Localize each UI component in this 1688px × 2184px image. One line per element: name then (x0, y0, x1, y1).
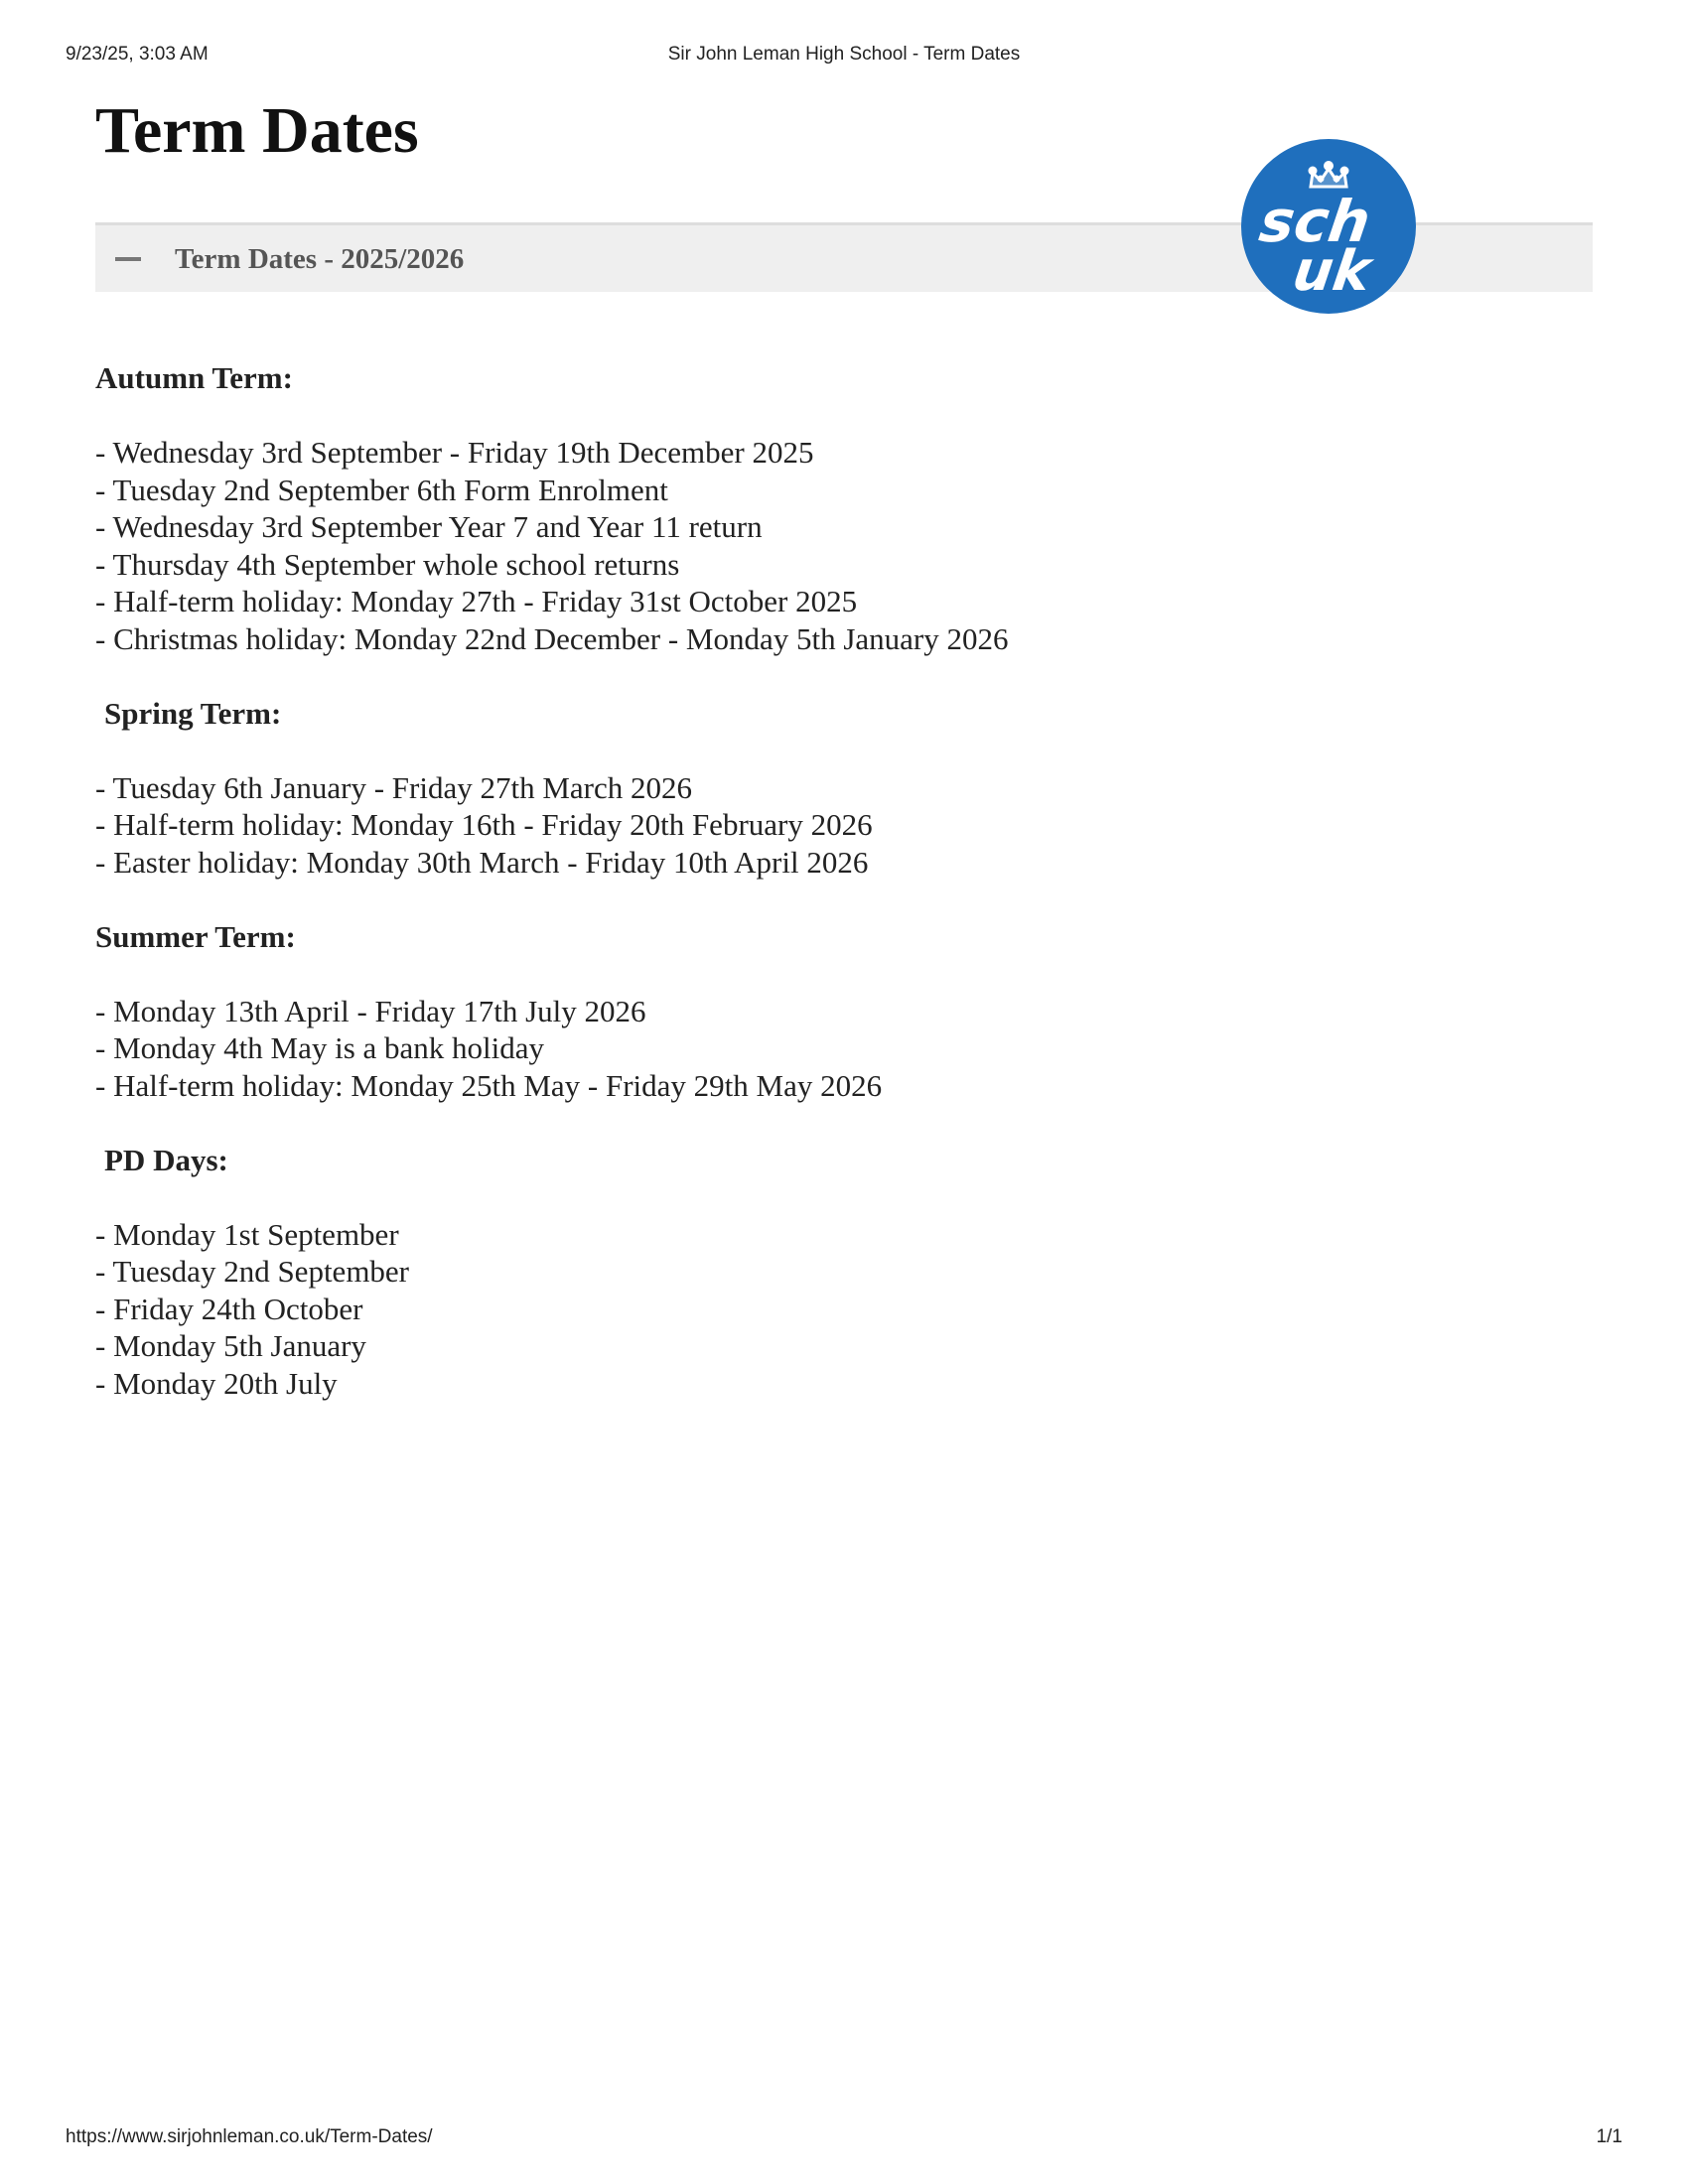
list-item: - Tuesday 2nd September 6th Form Enrolment (95, 472, 668, 507)
section-heading-autumn: Autumn Term: (95, 360, 293, 395)
list-item: - Half-term holiday: Monday 25th May - Friday 29th May 2026 (95, 1067, 883, 1103)
list-item: - Half-term holiday: Monday 16th - Friday 20th February 2026 (95, 807, 873, 842)
list-item: - Monday 13th April - Friday 17th July 2026 (95, 993, 646, 1028)
list-item: - Friday 24th October (95, 1291, 363, 1326)
list-item: - Monday 1st September (95, 1216, 399, 1252)
print-page-title: Sir John Leman High School - Term Dates (667, 44, 1021, 65)
page-title: Term Dates (95, 94, 419, 167)
list-item: - Thursday 4th September whole school returns (95, 546, 680, 582)
list-item: - Tuesday 6th January - Friday 27th March 2026 (95, 769, 692, 805)
term-dates-content (95, 359, 1386, 1402)
school-logo (1241, 139, 1416, 314)
pd-days-list (95, 1216, 1386, 1403)
summer-term-list (95, 993, 1386, 1105)
print-header (0, 44, 1688, 68)
print-page-number: 1/1 (1596, 2126, 1622, 2147)
accordion-title[interactable]: Term Dates - 2025/2026 (175, 243, 465, 275)
list-item: - Half-term holiday: Monday 27th - Friday 31st October 2025 (95, 584, 858, 618)
list-item: - Easter holiday: Monday 30th March - Friday 10th April 2026 (95, 844, 869, 880)
list-item: - Wednesday 3rd September Year 7 and Year 11 return (95, 509, 763, 544)
spring-term-list (95, 769, 1386, 882)
list-item: - Monday 20th July (95, 1365, 338, 1401)
list-item: - Christmas holiday: Monday 22nd December - Monday 5th January 2026 (95, 620, 1009, 656)
list-item: - Tuesday 2nd September (95, 1254, 410, 1289)
section-heading-spring: Spring Term: (104, 695, 282, 731)
print-datetime: 9/23/25, 3:03 AM (66, 44, 209, 65)
logo-text-line2: uk (1289, 239, 1375, 304)
section-heading-summer: Summer Term: (95, 918, 296, 954)
section-heading-pd-days: PD Days: (104, 1142, 228, 1177)
list-item: - Monday 5th January (95, 1328, 366, 1363)
minus-icon[interactable] (115, 257, 141, 261)
autumn-term-list (95, 434, 1386, 657)
print-footer (0, 2126, 1688, 2150)
logo-text-line1: sch (1255, 188, 1375, 255)
list-item: - Wednesday 3rd September - Friday 19th December 2025 (95, 435, 814, 470)
list-item: - Monday 4th May is a bank holiday (95, 1030, 545, 1065)
print-url: https://www.sirjohnleman.co.uk/Term-Dates/ (66, 2126, 433, 2147)
